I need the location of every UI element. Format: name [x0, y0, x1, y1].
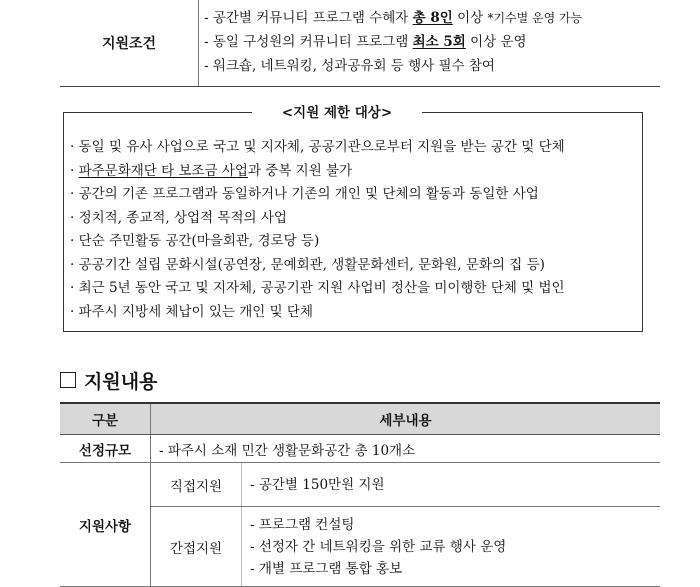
- item-text: 과 중복 지원 불가: [247, 162, 353, 179]
- list-item: [70, 254, 640, 278]
- conditions-label: 지원조건: [60, 0, 199, 86]
- selection-value: - 파주시 소재 민간 생활문화공간 총 10개소: [151, 435, 661, 463]
- support-label: 지원사항: [60, 463, 151, 587]
- item-text: · 단순 주민활동 공간(마을회관, 경로당 등): [70, 233, 320, 249]
- list-item: - 프로그램 컨설팅: [250, 516, 355, 533]
- item-text: · 정치적, 종교적, 상업적 목적의 사업: [70, 209, 287, 226]
- condition-line-2: [204, 30, 656, 54]
- condition-note: *기수별 운영 가능: [487, 11, 583, 25]
- item-text: · 동일 및 유사 사업으로 국고 및 지자체, 공공기관으로부터 지원을 받는 공간 및 단체: [70, 139, 565, 155]
- list-item: [70, 136, 640, 160]
- direct-support-label: 직접지원: [151, 463, 242, 507]
- conditions-lines: [204, 6, 656, 78]
- selection-label: 선정규모: [60, 435, 151, 463]
- condition-line-3: [204, 54, 656, 78]
- conditions-table: [60, 0, 660, 87]
- section-heading: [60, 368, 157, 392]
- restrictions-list: [70, 136, 640, 324]
- condition-text: 이상 운영: [465, 34, 527, 50]
- indirect-support-label: 간접지원: [151, 507, 242, 587]
- direct-support-items: [242, 463, 661, 507]
- item-text: · 공공기간 설립 문화시설(공연장, 문예회관, 생활문화센터, 문화원, 문화의 집 등): [70, 256, 545, 273]
- header-category: 구분: [60, 403, 151, 435]
- list-item: - 개별 프로그램 통합 홍보: [250, 560, 403, 577]
- condition-text: - 공간별 커뮤니티 프로그램 수혜자: [204, 10, 413, 26]
- list-item: [70, 160, 640, 184]
- item-text: · 공간의 기존 프로그램과 동일하거나 기존의 개인 및 단체의 활동과 동일한 사업: [70, 186, 539, 202]
- item-text: · 파주시 지방세 체납이 있는 개인 및 단체: [70, 303, 313, 320]
- item-text: ·: [70, 162, 79, 179]
- condition-text: 이상: [452, 10, 488, 26]
- table-row: [60, 507, 660, 587]
- list-item: - 선정자 간 네트워킹을 위한 교류 행사 운영: [250, 538, 507, 555]
- support-content-table: [60, 402, 660, 587]
- item-text: · 최근 5년 동안 국고 및 지자체, 공공기관 지원 사업비 정산을 미이행한 단체 및 법인: [70, 280, 565, 296]
- table-row: [60, 463, 660, 507]
- checkbox-square-icon: [60, 372, 76, 388]
- indirect-support-items: [242, 507, 661, 587]
- condition-text: - 동일 구성원의 커뮤니티 프로그램: [204, 34, 413, 50]
- list-item: [70, 183, 640, 207]
- list-item: [70, 277, 640, 301]
- condition-line-1: [204, 6, 656, 30]
- section-title: 지원내용: [84, 370, 158, 393]
- list-item: - 공간별 150만원 지원: [250, 476, 385, 493]
- table-header-row: [60, 403, 660, 435]
- condition-emphasis: 최소 5회: [412, 34, 466, 50]
- condition-text: - 워크숍, 네트워킹, 성과공유회 등 행사 필수 참여: [204, 58, 495, 74]
- list-item: [70, 230, 640, 254]
- list-item: [70, 301, 640, 325]
- condition-emphasis: 총 8인: [412, 10, 453, 26]
- list-item: [70, 207, 640, 231]
- table-row: [60, 435, 660, 463]
- item-underlined: 파주문화재단 타 보조금 사업: [78, 162, 248, 179]
- restrictions-title: <지원 제한 대상>: [252, 103, 422, 123]
- header-details: 세부내용: [151, 403, 661, 435]
